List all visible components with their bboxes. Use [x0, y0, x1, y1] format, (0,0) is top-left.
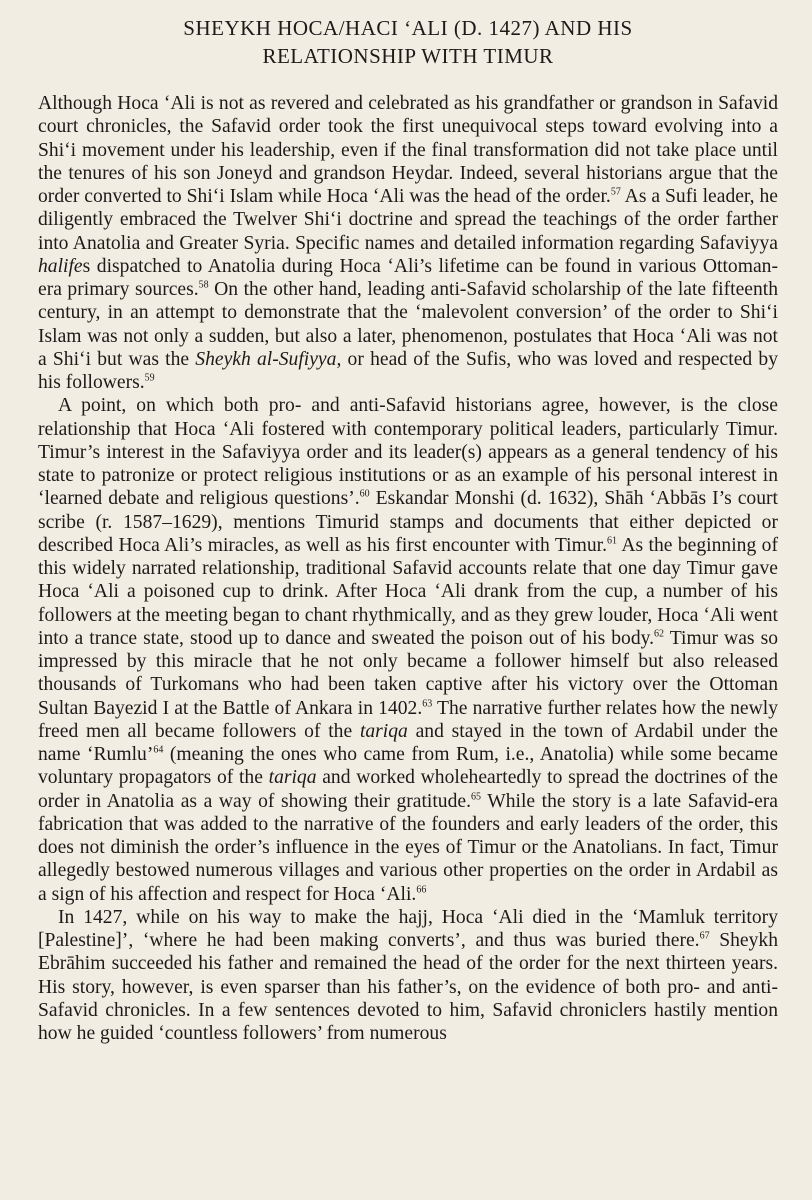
text-run: While the story is a late Safavid-era fabrication that was added to the narrative of the founders and early leaders of the order, this does not diminish the order’s influence in the eyes of Timur or the Anatolians. In fact, Timur allegedly bestowed numerous villages and various other properties on the order in Ardabil as a sign of his affection and respect for Hoca ‘Ali.	[38, 790, 778, 905]
footnote-marker: 62	[654, 628, 665, 640]
footnote-marker: 58	[198, 279, 209, 291]
footnote-marker: 60	[359, 488, 370, 500]
footnote-marker: 59	[144, 372, 155, 384]
text-run: As a Sufi leader, he diligently embraced the Twelver Shi‘i doctrine and spread the teachings of the order farther into Anatolia and Greater Syria. Specific names and detailed information regarding Safaviyya	[38, 186, 779, 254]
text-run: and stayed in the town of Ardabil under the name ‘Rumlu’	[38, 720, 778, 765]
text-run: Timur was so impressed by this miracle that he not only became a follower himself but also released thousands of Turkomans who had been taken captive after his victory over the Ottoman Sultan Bayezid I at the Battle of Ankara in 1402.	[38, 627, 778, 719]
footnote-marker: 61	[606, 535, 617, 547]
text-run: In 1427, while on his way to make the hajj, Hoca ‘Ali died in the ‘Mamluk territory [Palestine]’, ‘where he had been making converts’, and thus was buried there.	[38, 906, 778, 951]
text-run: On the other hand, leading anti-Safavid scholarship of the late fifteenth century, in an attempt to demonstrate that the ‘malevolent conversion’ of the order to Shi‘i Islam was not only a sudden, but also a later, phenomenon, postulates that Hoca ‘Ali was not a Shi‘i but was the	[38, 279, 779, 370]
text-run: Sheykh Ebrāhim succeeded his father and remained the head of the order for the next thirteen years. His story, however, is even sparser than his father’s, on the evidence of both pro- and anti-Safavid chronicles. In a few sentences devoted to him, Safavid chroniclers hastily mention how he guided ‘countless followers’ from numerous	[38, 930, 778, 1044]
text-run: s dispatched to Anatolia during Hoca ‘Ali’s lifetime can be found in various Ottoman-era primary sources.	[38, 255, 778, 300]
footnote-marker: 64	[153, 744, 164, 756]
text-run: and worked wholeheartedly to spread the doctrines of the order in Anatolia as a way of showing their gratitude.	[38, 767, 778, 812]
paragraph	[38, 92, 778, 394]
paragraph	[38, 906, 778, 1046]
footnote-marker: 66	[416, 883, 427, 895]
footnote-marker: 67	[699, 930, 710, 942]
italic-text: tariqa	[359, 720, 408, 742]
section-heading	[38, 14, 778, 70]
paragraph	[38, 394, 778, 906]
text-run: (meaning the ones who came from Rum, i.e., Anatolia) while some became voluntary propagators of the	[38, 744, 778, 789]
text-run: A point, on which both pro- and anti-Safavid historians agree, however, is the close relationship that Hoca ‘Ali fostered with contemporary political leaders, particularly Timur. Timur’s interest in the Safaviyya order and its leader(s) appears as a general tendency of his state to patronize or protect religious institutions or as an example of his personal interest in ‘learned debate and religious questions’.	[38, 395, 778, 510]
heading-line-2: RELATIONSHIP WITH TIMUR	[262, 44, 554, 68]
italic-text: Sheykh al-Sufiyya	[195, 348, 337, 370]
text-run: , or head of the Sufis, who was loved and respected by his followers.	[38, 348, 778, 393]
heading-line-1: SHEYKH HOCA/HACI ‘ALI (D. 1427) AND HIS	[183, 16, 633, 40]
text-run: The narrative further relates how the newly freed men all became followers of the	[38, 697, 778, 742]
text-run: Eskandar Monshi (d. 1632), Shāh ‘Abbās I’s court scribe (r. 1587–1629), mentions Timurid stamps and documents that either depicted or described Hoca Ali’s miracles, as well as his first encounter with Timur.	[38, 488, 778, 556]
italic-text: halife	[38, 255, 83, 277]
italic-text: tariqa	[268, 767, 317, 789]
footnote-marker: 63	[422, 697, 433, 709]
text-run: Although Hoca ‘Ali is not as revered and celebrated as his grandfather or grandson in Safavid court chronicles, the Safavid order took the first unequivocal steps toward evolving into a Shi‘i movement under his leadership, even if the final transformation did not take place until the tenures of his son Joneyd and grandson Heydar. Indeed, several historians argue that the order converted to Shi‘i Islam while Hoca ‘Ali was the head of the order.	[38, 93, 778, 207]
text-run: As the beginning of this widely narrated relationship, traditional Safavid accounts relate that one day Timur gave Hoca ‘Ali a poisoned cup to drink. After Hoca ‘Ali drank from the cup, a number of his followers at the meeting began to chant rhythmically, and as they grew louder, Hoca ‘Ali went into a trance state, stood up to dance and sweated the poison out of his body.	[38, 534, 778, 649]
footnote-marker: 57	[610, 186, 621, 198]
footnote-marker: 65	[470, 790, 481, 802]
body-text	[38, 92, 778, 1045]
